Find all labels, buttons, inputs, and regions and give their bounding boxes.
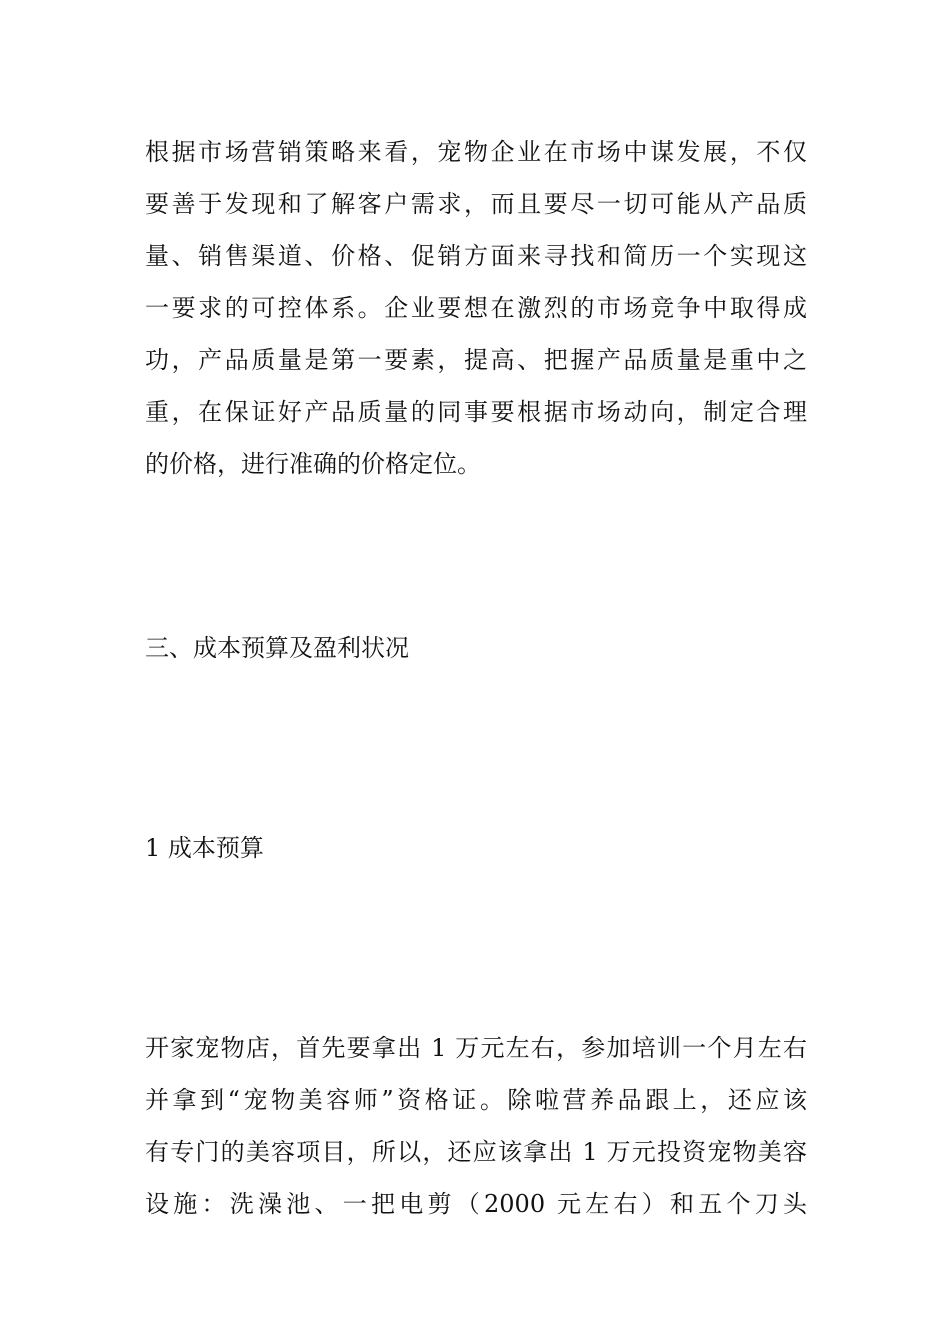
paragraph-line: 一要求的可控体系。企业要想在激烈的市场竞争中取得成 [145,294,807,322]
paragraph-line: 功，产品质量是第一要素，提高、把握产品质量是重中之 [145,346,807,374]
section-heading: 三、成本预算及盈利状况 [145,634,409,662]
cost-paragraph [145,1022,807,1230]
paragraph-line: 的价格，进行准确的价格定位。 [145,450,481,478]
paragraph-line: 量、销售渠道、价格、促销方面来寻找和简历一个实现这 [145,242,807,270]
paragraph-line: 设施：洗澡池、一把电剪（2000 元左右）和五个刀头 [145,1190,807,1218]
paragraph-line: 根据市场营销策略来看，宠物企业在市场中谋发展，不仅 [145,138,807,166]
paragraph-line: 有专门的美容项目，所以，还应该拿出 1 万元投资宠物美容 [145,1138,807,1166]
paragraph-line: 并拿到“宠物美容师”资格证。除啦营养品跟上，还应该 [145,1086,807,1114]
subsection-heading: 1 成本预算 [145,834,264,862]
intro-paragraph [145,126,807,490]
paragraph-line: 开家宠物店，首先要拿出 1 万元左右，参加培训一个月左右 [145,1034,807,1062]
paragraph-line: 要善于发现和了解客户需求，而且要尽一切可能从产品质 [145,190,807,218]
paragraph-line: 重，在保证好产品质量的同事要根据市场动向，制定合理 [145,398,807,426]
